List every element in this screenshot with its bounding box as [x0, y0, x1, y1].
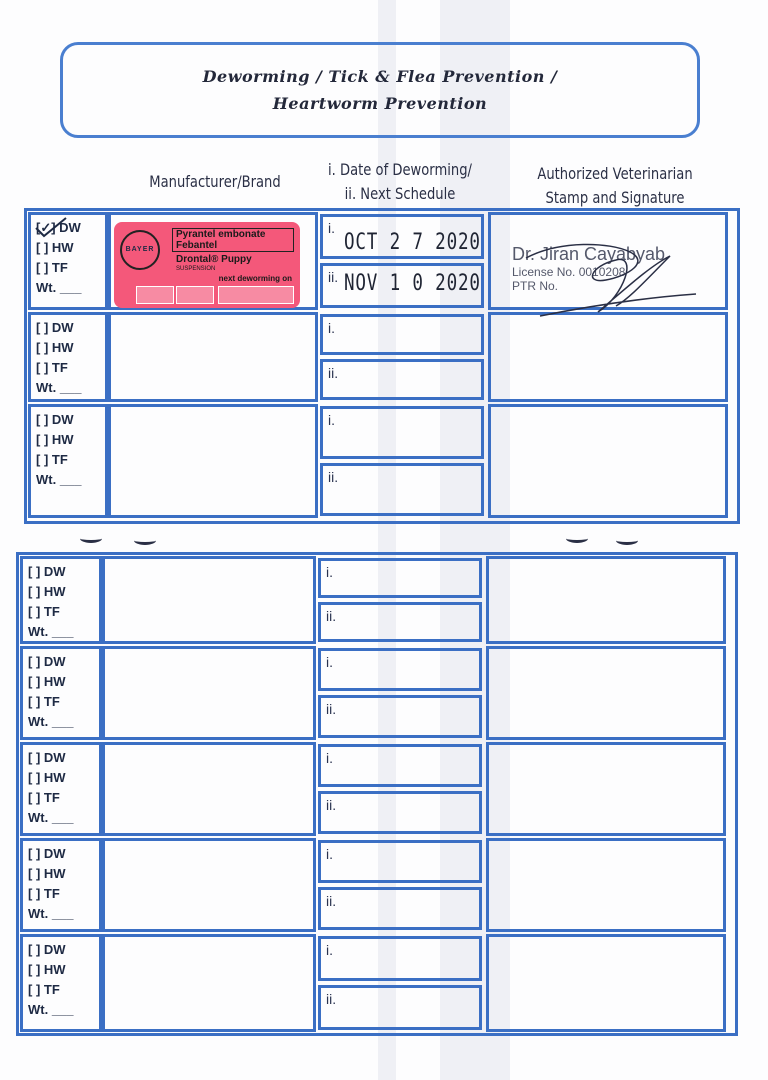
check-list: [✓] DW [ ] HW [ ] TF Wt. ___ — [36, 220, 82, 295]
checkmark-icon — [32, 216, 72, 240]
sticker-ingredient-2: Febantel — [176, 240, 218, 251]
date-cell-i — [318, 744, 482, 787]
fold-mark — [566, 534, 588, 543]
date-cell-ii — [318, 695, 482, 738]
date-cell-i — [320, 314, 484, 355]
sticker-ingredients — [172, 228, 294, 252]
date-cell-i — [318, 840, 482, 883]
label-i: i. — [326, 564, 333, 580]
date-deworming: OCT 2 7 2020 — [344, 230, 481, 255]
label-ii: ii. — [326, 991, 337, 1007]
label-i: i. — [328, 320, 335, 336]
label-ii: ii. — [326, 608, 337, 624]
date-cell-ii — [318, 602, 482, 642]
brand-cell — [108, 404, 318, 518]
title-line-1: Deworming / Tick & Flea Prevention / — [202, 67, 558, 86]
label-i: i. — [326, 942, 333, 958]
check-list: [ ] DW [ ] HW [ ] TF Wt. ___ — [28, 846, 74, 921]
date-next-schedule: NOV 1 0 2020 — [344, 271, 481, 296]
label-i: i. — [326, 846, 333, 862]
date-cell-i — [318, 936, 482, 981]
vet-ptr: PTR No. — [512, 279, 559, 293]
header-date-line-1: i. Date of Deworming/ — [328, 160, 472, 179]
sticker-ingredient-1: Pyrantel embonate — [176, 229, 266, 240]
header-brand: Manufacturer/Brand — [149, 172, 281, 191]
vet-cell — [486, 934, 726, 1032]
header-vet — [521, 162, 710, 210]
fold-mark — [80, 534, 102, 543]
header-date — [326, 158, 474, 206]
label-i: i. — [328, 220, 335, 236]
date-cell-ii — [318, 887, 482, 930]
brand-cell — [102, 646, 316, 740]
sticker-next-label: next deworming on — [218, 274, 292, 283]
date-cell-i — [318, 648, 482, 691]
brand-cell — [102, 742, 316, 836]
label-ii: ii. — [326, 797, 337, 813]
vet-cell — [486, 838, 726, 932]
date-cell-ii — [320, 359, 484, 400]
brand-cell — [102, 838, 316, 932]
date-cell-ii — [318, 985, 482, 1030]
sticker-brand: Drontal® Puppy — [176, 254, 252, 265]
signature — [520, 236, 720, 326]
label-i: i. — [326, 654, 333, 670]
label-ii: ii. — [326, 893, 337, 909]
date-cell-ii — [320, 463, 484, 516]
sticker-slot — [136, 286, 174, 304]
check-list: [ ] DW [ ] HW [ ] TF Wt. ___ — [28, 564, 74, 639]
check-list: [ ] DW [ ] HW [ ] TF Wt. ___ — [36, 412, 82, 487]
date-cell-i — [318, 558, 482, 598]
vet-cell — [488, 404, 728, 518]
bayer-logo-icon — [120, 230, 160, 270]
check-list: [ ] DW [ ] HW [ ] TF Wt. ___ — [28, 750, 74, 825]
header-date-line-2: ii. Next Schedule — [344, 184, 456, 203]
brand-cell — [108, 312, 318, 402]
date-cell-ii — [318, 791, 482, 834]
sticker-slot — [218, 286, 294, 304]
label-i: i. — [328, 412, 335, 428]
check-list: [ ] DW [ ] HW [ ] TF Wt. ___ — [28, 942, 74, 1017]
sticker-form: SUSPENSION — [176, 266, 216, 272]
vet-cell — [486, 556, 726, 644]
vet-license: License No. 0010208 — [512, 265, 626, 279]
title-box — [60, 42, 700, 138]
fold-mark — [616, 536, 638, 545]
brand-cell — [102, 556, 316, 644]
label-ii: ii. — [328, 469, 339, 485]
product-sticker — [114, 222, 300, 308]
vet-cell — [486, 742, 726, 836]
fold-mark — [134, 536, 156, 545]
label-ii: ii. — [328, 269, 339, 285]
date-cell-i — [320, 406, 484, 459]
brand-cell — [102, 934, 316, 1032]
check-list: [ ] DW [ ] HW [ ] TF Wt. ___ — [28, 654, 74, 729]
title-line-2: Heartworm Prevention — [272, 94, 488, 113]
vet-name: Dr. Jiran Cayabyab — [512, 244, 666, 264]
bayer-logo-text: BAYER — [125, 246, 155, 253]
check-list: [ ] DW [ ] HW [ ] TF Wt. ___ — [36, 320, 82, 395]
sticker-slot — [176, 286, 214, 304]
vet-cell — [486, 646, 726, 740]
label-i: i. — [326, 750, 333, 766]
label-ii: ii. — [326, 701, 337, 717]
label-ii: ii. — [328, 365, 339, 381]
header-vet-line-1: Authorized Veterinarian — [537, 164, 693, 183]
header-vet-line-2: Stamp and Signature — [545, 188, 685, 207]
